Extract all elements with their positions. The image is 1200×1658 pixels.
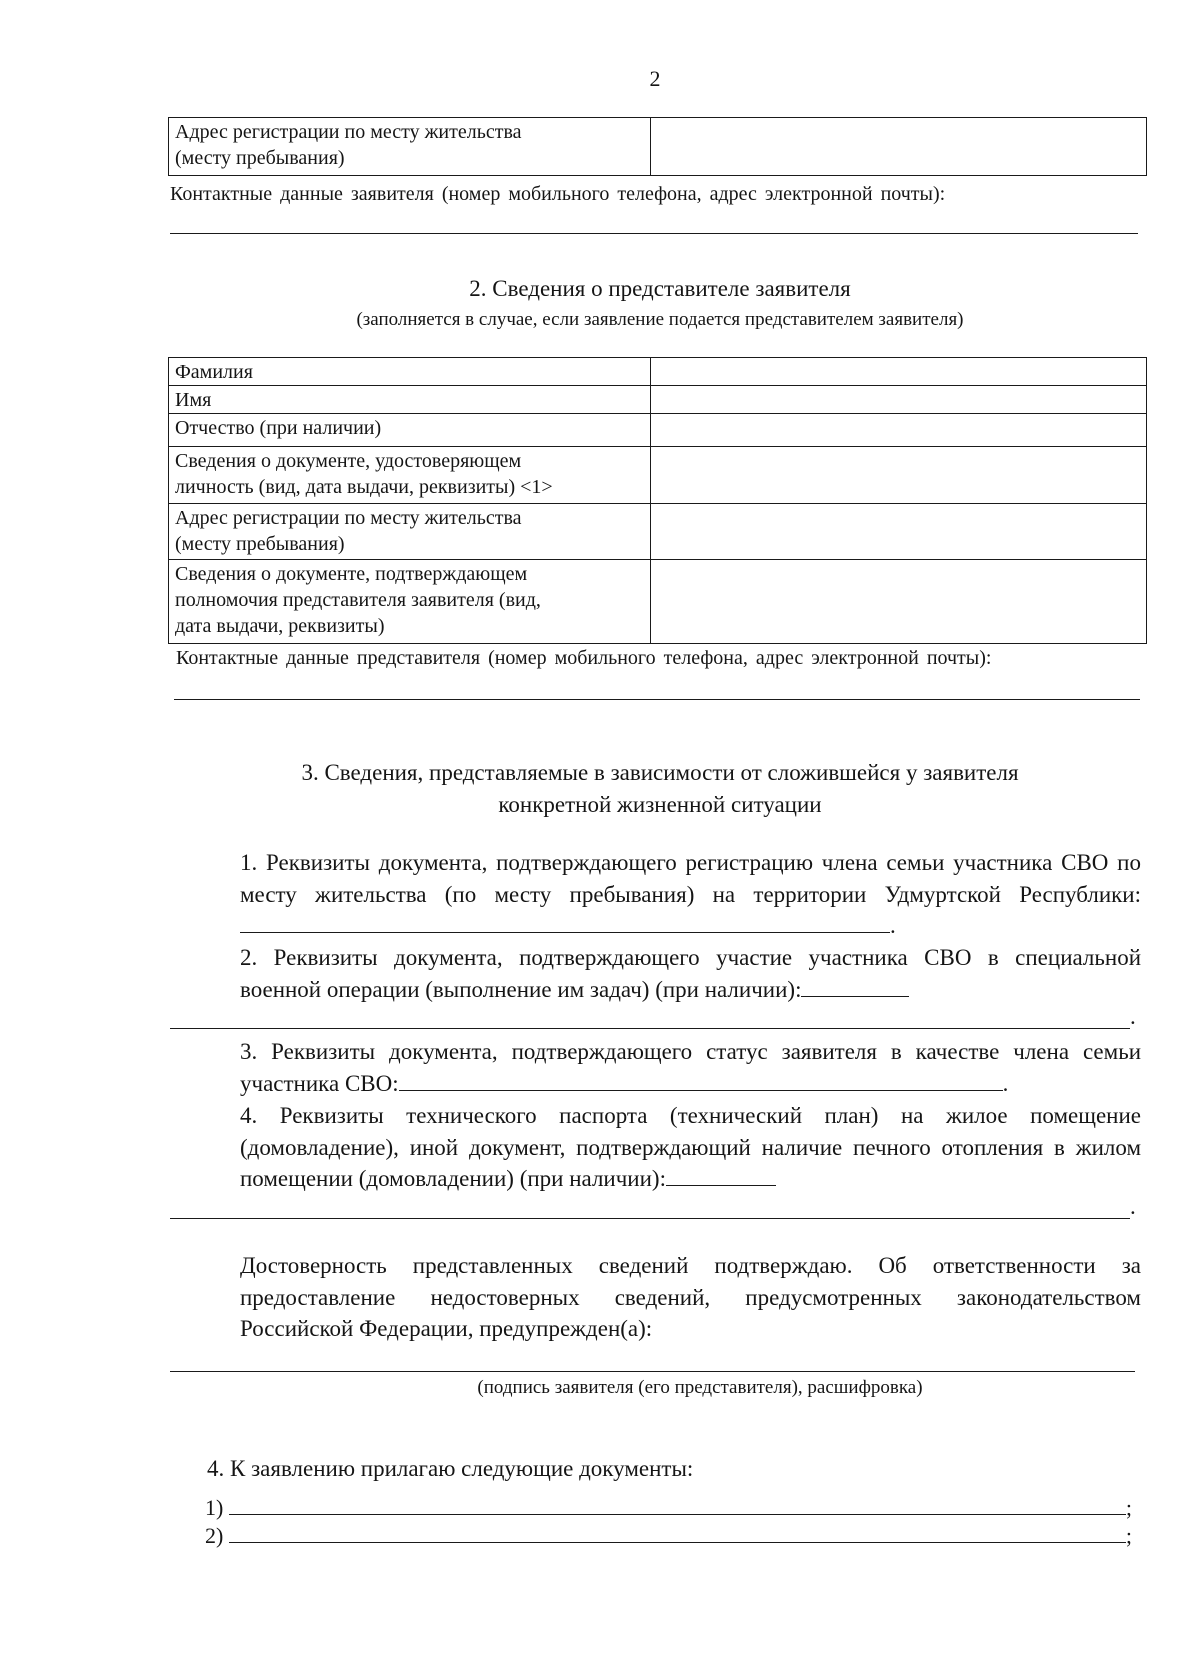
section3-title-line1: 3. Сведения, представляемые в зависимости от сложившейся у заявителя — [301, 760, 1019, 785]
item1-text: 1. Реквизиты документа, подтверждающего регистрацию члена семьи участника СВО по месту жительства (по месту пребывания) на территории Удмуртской Республики: — [240, 850, 1141, 907]
row-label — [169, 386, 651, 414]
confirmation-paragraph — [170, 1250, 1141, 1345]
list-item-number: 1) — [205, 1495, 224, 1520]
table-row — [169, 447, 1147, 504]
section3-title-line2: конкретной жизненной ситуации — [498, 792, 822, 817]
row-label-line: личность (вид, дата выдачи, реквизиты) <1> — [175, 476, 553, 498]
row-label-line: Имя — [175, 389, 212, 411]
period: . — [890, 913, 896, 938]
row-label — [169, 358, 651, 386]
signature-field[interactable] — [170, 1371, 1135, 1372]
representative-contact-label: Контактные данные представителя (номер мобильного телефона, адрес электронной почты): — [176, 647, 992, 669]
row-label — [169, 447, 651, 504]
row-label-line: дата выдачи, реквизиты) — [175, 615, 385, 637]
table-row — [169, 504, 1147, 560]
row-label-line: Адрес регистрации по месту жительства — [175, 121, 522, 143]
period: . — [1130, 1194, 1136, 1219]
section3-item4 — [170, 1100, 1141, 1195]
attachment-1-field[interactable] — [229, 1494, 1126, 1515]
item4-field[interactable] — [666, 1165, 776, 1186]
row-label — [169, 414, 651, 447]
rep-address-value-cell[interactable] — [651, 504, 1147, 560]
section2-subtitle: (заполняется в случае, если заявление подается представителем заявителя) — [356, 309, 964, 330]
item2-field-continuation[interactable] — [170, 1028, 1130, 1029]
row-label — [169, 504, 651, 560]
attachment-2-field[interactable] — [229, 1522, 1126, 1543]
authority-document-value-cell[interactable] — [651, 560, 1147, 644]
table-row — [169, 358, 1147, 386]
representative-contact-field[interactable] — [174, 699, 1140, 700]
representative-table — [168, 357, 1147, 644]
applicant-contact-label: Контактные данные заявителя (номер мобильного телефона, адрес электронной почты): — [170, 183, 946, 205]
row-label-line: Адрес регистрации по месту жительства — [175, 507, 522, 529]
item3-text: 3. Реквизиты документа, подтверждающего статус заявителя в качестве члена семьи участника СВО: — [240, 1039, 1141, 1096]
row-label-line: полномочия представителя заявителя (вид, — [175, 589, 541, 611]
item4-text: 4. Реквизиты технического паспорта (технический план) на жилое помещение (домовладение), иной документ, подтверждающий наличие печного отопления в жилом помещении (домовладении) (при наличии): — [240, 1103, 1141, 1191]
list-item — [205, 1494, 1132, 1521]
table-row — [169, 414, 1147, 447]
row-label-line: Отчество (при наличии) — [175, 417, 382, 439]
row-label — [169, 118, 651, 176]
list-item-end: ; — [1125, 1495, 1132, 1520]
page-number: 2 — [649, 66, 661, 91]
signature-caption: (подпись заявителя (его представителя), расшифровка) — [477, 1377, 923, 1398]
item3-field[interactable] — [399, 1070, 1003, 1091]
list-item-end: ; — [1125, 1523, 1132, 1548]
table-row — [169, 118, 1147, 176]
item2-text: 2. Реквизиты документа, подтверждающего участие участника СВО в специальной военной операции (выполнение им задач) (при наличии): — [240, 945, 1141, 1002]
section3-item2 — [170, 942, 1141, 1005]
row-label — [169, 560, 651, 644]
period: . — [1130, 1004, 1136, 1029]
applicant-contact-field[interactable] — [170, 233, 1138, 234]
row-label-line: (месту пребывания) — [175, 533, 345, 555]
row-label-line: (месту пребывания) — [175, 147, 345, 169]
applicant-table — [168, 117, 1147, 176]
address-value-cell[interactable] — [651, 118, 1147, 176]
row-label-line: Фамилия — [175, 361, 253, 383]
item2-field[interactable] — [801, 976, 909, 997]
list-item — [205, 1522, 1132, 1549]
section3-item3 — [170, 1036, 1141, 1099]
confirmation-text: Достоверность представленных сведений подтверждаю. Об ответственности за предоставление недостоверных сведений, предусмотренных законодательством Российской Федерации, предупрежден(а): — [240, 1253, 1141, 1341]
period: . — [1002, 1070, 1009, 1096]
item1-field[interactable] — [240, 912, 890, 933]
list-item-number: 2) — [205, 1523, 224, 1548]
id-document-value-cell[interactable] — [651, 447, 1147, 504]
table-row — [169, 386, 1147, 414]
row-label-line: Сведения о документе, удостоверяющем — [175, 450, 522, 472]
patronymic-value-cell[interactable] — [651, 414, 1147, 447]
surname-value-cell[interactable] — [651, 358, 1147, 386]
table-row — [169, 560, 1147, 644]
section2-title: 2. Сведения о представителе заявителя — [469, 276, 851, 301]
section4-title: 4. К заявлению прилагаю следующие документы: — [207, 1456, 694, 1481]
row-label-line: Сведения о документе, подтверждающем — [175, 563, 528, 585]
section3-item1 — [170, 847, 1141, 942]
name-value-cell[interactable] — [651, 386, 1147, 414]
item4-field-continuation[interactable] — [170, 1218, 1130, 1219]
